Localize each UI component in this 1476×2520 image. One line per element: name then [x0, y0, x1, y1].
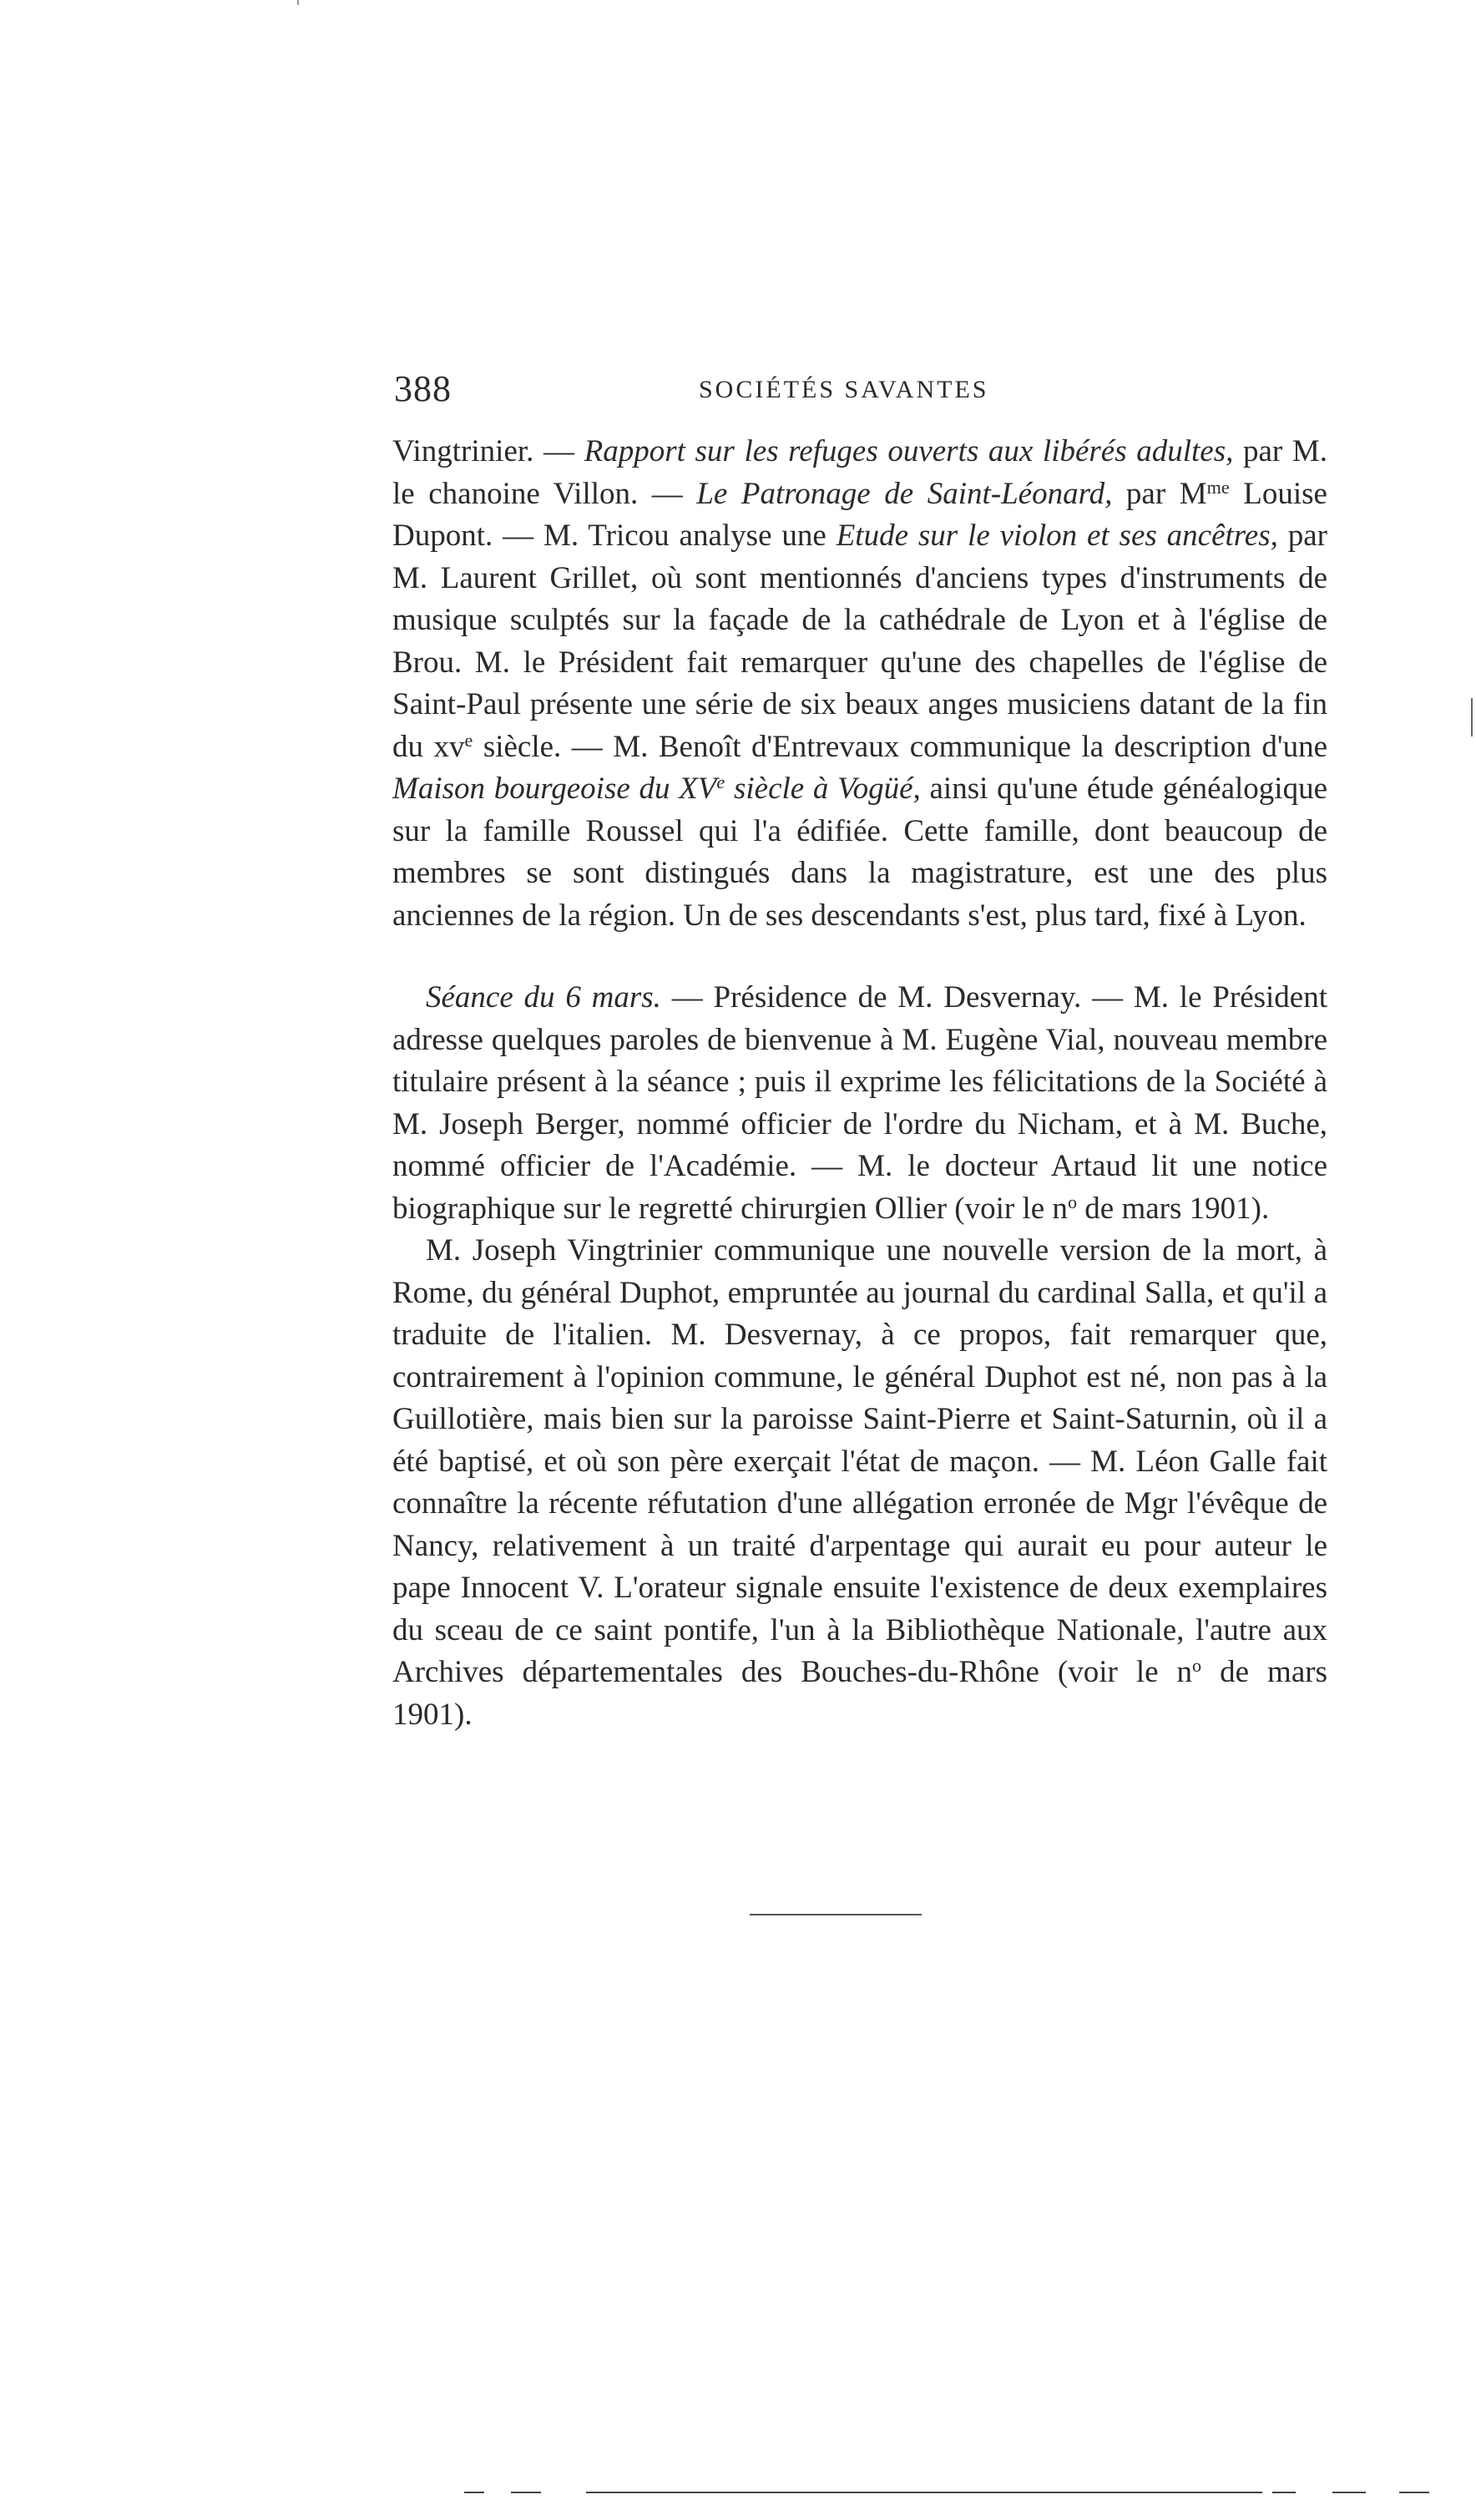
italic-text: Séance du 6 mars. [426, 980, 661, 1015]
paragraph-gap [392, 937, 1327, 977]
paragraph-vingtrinier-duphot [392, 1230, 1327, 1736]
text-run: par M [1112, 476, 1207, 511]
italic-text: Le Patronage de Saint-Léonard, [696, 476, 1113, 511]
paragraph-seance-6-mars [392, 977, 1327, 1230]
text-run: par M. le chanoine Villon. — [392, 434, 1328, 511]
running-title: SOCIÉTÉS SAVANTES [699, 376, 989, 403]
italic-text: Rapport sur les refuges ouverts aux libérés adultes, [584, 434, 1234, 468]
superscript: o [1067, 1191, 1078, 1212]
margin-mark [1471, 698, 1473, 736]
scan-artifact-dot [297, 0, 299, 5]
running-head [394, 367, 995, 417]
text-run: M. Joseph Vingtrinier communique une nouvelle version de la mort, à Rome, du général Duphot, empruntée au journal du cardinal Salla, et qu'il a traduite de l'italien. M. Desvernay, à ce propos, fait remarquer que, contrairement à l'opinion commune, le général Duphot est né, non pas à la Guillotière, mais bien sur la paroisse Saint-Pierre et Saint-Saturnin, où il a été baptisé, et où son père exerçait l'état de maçon. — M. Léon Galle fait connaître la récente réfutation d'une allégation erronée de Mgr l'évêque de Nancy, relativement à un traité d'arpentage qui aurait eu pour auteur le pape Innocent V. L'orateur signale ensuite l'existence de deux exemplaires du sceau de ce saint pontife, l'un à la Bibliothèque Nationale, l'autre aux Archives départementales des Bouches-du-Rhône (voir le n [392, 1233, 1327, 1689]
text-run: de mars 1901). [1077, 1191, 1270, 1226]
text-run: de mars 1901). [392, 1655, 1327, 1732]
superscript: e [716, 771, 725, 792]
text-run: siècle. — M. Benoît d'Entrevaux communique la description d'une [473, 729, 1327, 764]
text-run: par M. Laurent Grillet, où sont mentionnés d'anciens types d'instruments de musique sculptés sur la façade de la cathédrale de Lyon et à l'église de Brou. M. le Président fait remarquer qu'une des chapelles de l'église de Saint-Paul présente une série de six beaux anges musiciens datant de la fin du xv [392, 519, 1327, 764]
superscript: e [464, 729, 473, 751]
italic-text: Etude sur le violon et ses ancêtres, [836, 519, 1278, 553]
text-run: — Présidence de M. Desvernay. — M. le Président adresse quelques paroles de bienvenue à M. Eugène Vial, nouveau membre titulaire présent à la séance ; puis il exprime les félicitations de la Société à M. Joseph Berger, nommé officier de l'ordre du Nicham, et à M. Buche, nommé officier de l'Académie. — M. le docteur Artaud lit une notice biographique sur le regretté chirurgien Ollier (voir le n [392, 980, 1327, 1226]
paragraph-1 [392, 431, 1327, 937]
text-run: Louise Dupont. — M. Tricou analyse une [392, 476, 1327, 553]
page-number: 388 [394, 368, 452, 409]
bottom-scan-rules [464, 2492, 1476, 2495]
italic-text: siècle à Vogüé, [725, 772, 921, 806]
superscript: me [1206, 476, 1230, 498]
italic-text: Maison bourgeoise du XV [392, 772, 717, 806]
end-of-section-rule [750, 1914, 922, 1915]
superscript: o [1192, 1654, 1202, 1676]
text-run: Vingtrinier. — [392, 434, 584, 468]
text-run: ainsi qu'une étude généalogique sur la famille Roussel qui l'a édifiée. Cette famille, dont beaucoup de membres se sont distingués dans la magistrature, est une des plus anciennes de la région. Un de ses descendants s'est, plus tard, fixé à Lyon. [392, 772, 1327, 933]
body-text [392, 431, 1327, 1736]
